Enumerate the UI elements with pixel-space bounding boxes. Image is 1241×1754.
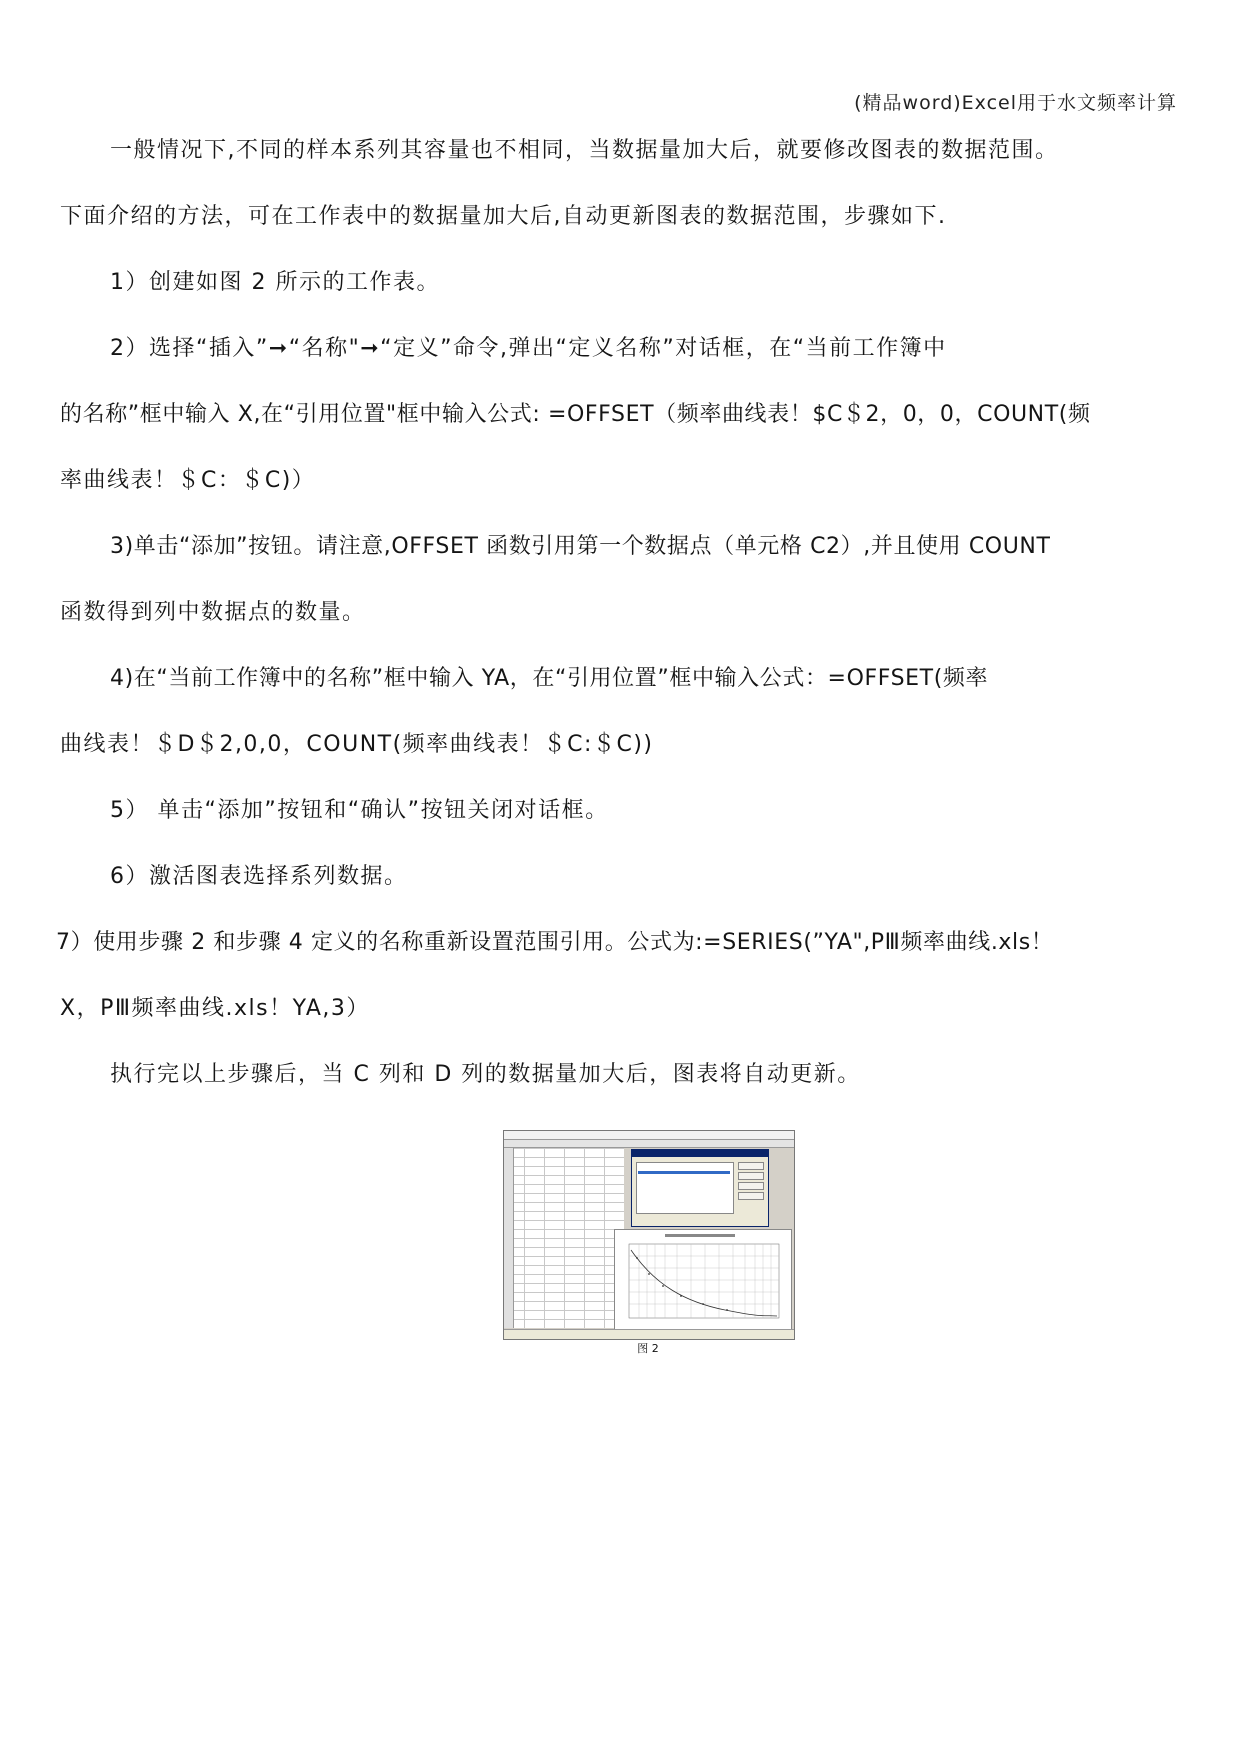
step-3-line-1: 3)单击“添加”按钮。请注意,OFFSET 函数引用第一个数据点（单元格 C2）,并且使用 COUNT — [110, 534, 1051, 559]
worksheet-grid-graphic — [504, 1148, 624, 1328]
step-2-line-3: 率曲线表！＄C：＄C)） — [60, 468, 316, 493]
frequency-curve-graphic — [615, 1230, 791, 1330]
step-7-line-2: X，PⅢ频率曲线.xls！YA,3） — [60, 996, 370, 1021]
document-body — [56, 118, 1182, 1108]
step-4-line-2: 曲线表！＄D＄2,0,0，COUNT(频率曲线表！＄C:＄C)) — [60, 732, 654, 757]
step-2-line-1: 2）选择“插入”➞“名称"➞“定义”命令,弹出“定义名称”对话框，在“当前工作簿中 — [110, 336, 947, 361]
dialog-button-graphic-4 — [738, 1192, 764, 1200]
dialog-titlebar-graphic — [632, 1150, 768, 1157]
step-4-line-1: 4)在“当前工作簿中的名称”框中输入 YA，在“引用位置”框中输入公式：=OFFSET(频率 — [110, 666, 989, 691]
step-2-line-2: 的名称”框中输入 X,在“引用位置"框中输入公式: =OFFSET（频率曲线表！$C＄2，0，0，COUNT(频 — [60, 402, 1091, 427]
dialog-button-graphic-1 — [738, 1162, 764, 1170]
step-7-line-1: 7）使用步骤 2 和步骤 4 定义的名称重新设置范围引用。公式为:=SERIES(”YA",PⅢ频率曲线.xls！ — [56, 930, 1054, 955]
dialog-selected-row-graphic — [638, 1171, 730, 1174]
define-name-dialog-graphic — [631, 1149, 769, 1227]
column-header-graphic — [504, 1140, 794, 1148]
row-numbers-graphic — [504, 1148, 514, 1328]
step-3-line-2: 函数得到列中数据点的数量。 — [60, 600, 366, 625]
figure-2 — [503, 1130, 793, 1356]
formula-bar-graphic — [504, 1131, 794, 1140]
paragraph-line-1: 一般情况下,不同的样本系列其容量也不相同，当数据量加大后，就要修改图表的数据范围。 — [110, 138, 1059, 163]
frequency-chart-graphic — [614, 1229, 792, 1331]
dialog-button-graphic-2 — [738, 1172, 764, 1180]
dialog-name-list-graphic — [636, 1162, 734, 1214]
page-header: (精品word)Excel用于水文频率计算 — [854, 92, 1177, 114]
dialog-button-graphic-3 — [738, 1182, 764, 1190]
excel-screenshot-image — [503, 1130, 795, 1340]
figure-caption: 图 2 — [637, 1342, 659, 1355]
step-6: 6）激活图表选择系列数据。 — [110, 864, 408, 889]
sheet-tabs-graphic — [504, 1329, 794, 1340]
step-5: 5） 单击“添加”按钮和“确认”按钮关闭对话框。 — [110, 798, 609, 823]
closing-paragraph: 执行完以上步骤后，当 C 列和 D 列的数据量加大后，图表将自动更新。 — [110, 1062, 861, 1087]
paragraph-line-2: 下面介绍的方法，可在工作表中的数据量加大后,自动更新图表的数据范围，步骤如下. — [60, 204, 947, 229]
step-1: 1）创建如图 2 所示的工作表。 — [110, 270, 440, 295]
